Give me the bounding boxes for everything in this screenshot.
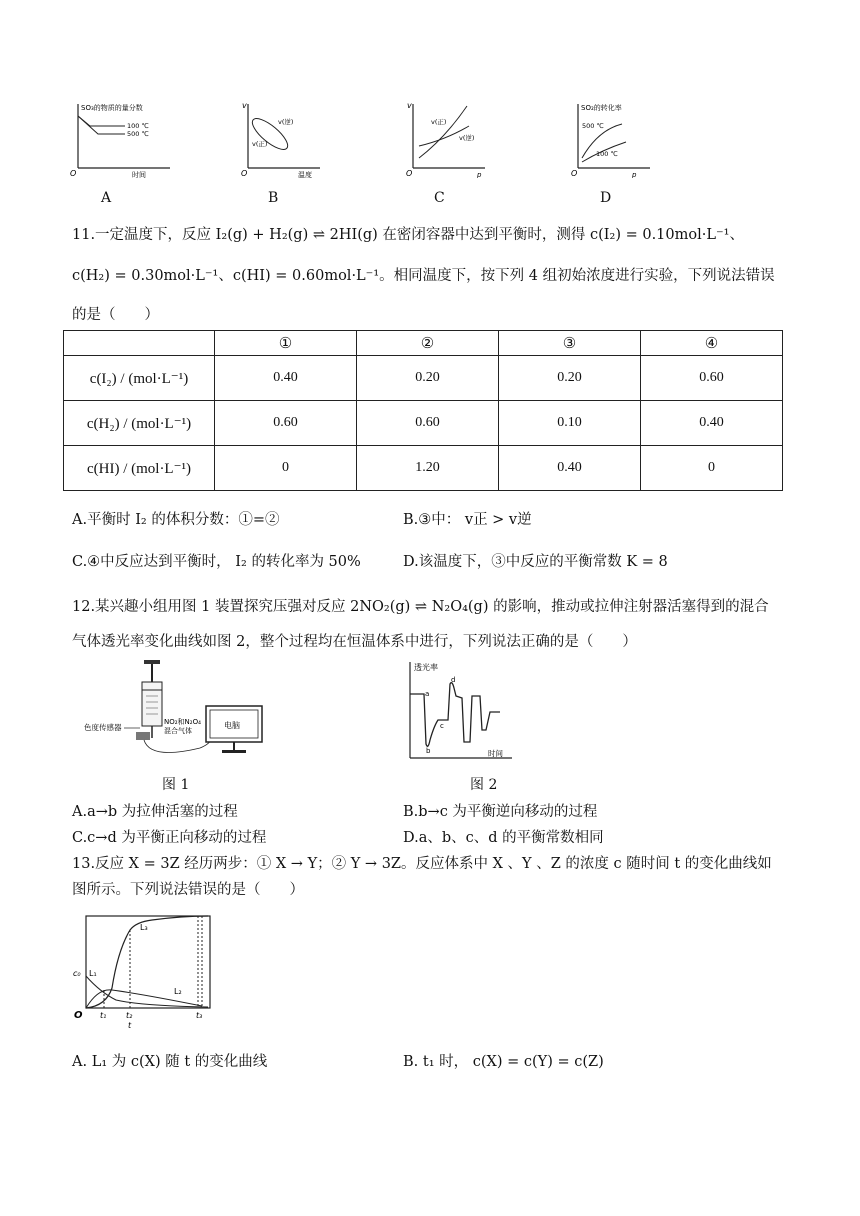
q13-option-a: A. L₁ 为 c(X) 随 t 的变化曲线	[72, 1054, 268, 1070]
graph-a-ylabel: SO₃的物质的量分数	[81, 104, 143, 112]
q11-option-c: C.④中反应达到平衡时， I₂ 的转化率为 50%	[72, 554, 361, 570]
table-cell: 0.40	[215, 356, 357, 401]
q13-graph-L1: L₁	[89, 969, 97, 978]
graph-d	[570, 100, 660, 178]
table-cell: 0	[641, 446, 783, 491]
table-row	[64, 401, 783, 446]
q11-stem-line2: c(H₂) = 0.30mol·L⁻¹、c(HI) = 0.60mol·L⁻¹。相同温度下，按下列 4 组初始浓度进行实验，下列说法错误	[72, 268, 775, 284]
table-row-label: c(I₂) / (mol·L⁻¹)	[64, 356, 215, 401]
q13-graph-origin: O	[74, 1010, 83, 1021]
graph-b-origin: O	[241, 169, 248, 178]
table-header-cell: ①	[215, 331, 357, 356]
q13-graph-t: t	[128, 1021, 132, 1030]
graph-c-curve2: v(逆)	[459, 134, 475, 142]
table-header-cell	[64, 331, 215, 356]
fig2-point-c: c	[440, 722, 444, 730]
fig1-caption: 图 1	[162, 777, 190, 793]
graph-c-ylabel: v	[407, 101, 412, 110]
q13-graph-t1: t₁	[100, 1011, 107, 1020]
graph-a-label: A	[101, 190, 112, 206]
q12-stem-line2: 气体透光率变化曲线如图 2，整个过程均在恒温体系中进行，下列说法正确的是（ ）	[72, 634, 637, 650]
graph-c-curve1: v(正)	[431, 118, 447, 126]
fig2-transmittance-graph	[400, 660, 520, 768]
q12-stem-line1: 12.某兴趣小组用图 1 装置探究压强对反应 2NO₂(g) ⇌ N₂O₄(g) 的影响，推动或拉伸注射器活塞得到的混合	[72, 599, 769, 615]
table-cell: 0	[215, 446, 357, 491]
q13-graph-t2: t₂	[126, 1011, 133, 1020]
graph-d-label: D	[600, 190, 612, 206]
graph-c	[405, 100, 490, 178]
graph-d-ylabel: SO₂的转化率	[581, 104, 622, 112]
q11-stem-line1: 11.一定温度下，反应 I₂(g) + H₂(g) ⇌ 2HI(g) 在密闭容器中达到平衡时，测得 c(I₂) = 0.10mol·L⁻¹、	[72, 227, 744, 243]
fig1-gas-label: NO₂和N₂O₄	[164, 718, 201, 726]
graph-d-xlabel: p	[632, 171, 637, 178]
q11-option-a: A.平衡时 I₂ 的体积分数：①=②	[72, 512, 280, 528]
table-header-cell: ④	[641, 331, 783, 356]
q13-graph-L3: L₃	[140, 923, 148, 932]
graph-a-curve2: 500 ℃	[127, 130, 149, 138]
fig2-point-a: a	[425, 690, 430, 698]
table-cell: 0.20	[357, 356, 499, 401]
graph-b-ylabel: v	[242, 101, 247, 110]
q11-option-d: D.该温度下，③中反应的平衡常数 K = 8	[403, 554, 668, 570]
graph-a	[70, 100, 175, 178]
graph-a-origin: O	[70, 169, 77, 178]
graph-b-xlabel: 温度	[298, 171, 312, 178]
q12-option-d: D.a、b、c、d 的平衡常数相同	[403, 830, 604, 846]
q13-graph-t3: t₃	[196, 1011, 203, 1020]
table-header-cell: ②	[357, 331, 499, 356]
q11-option-b: B.③中： v正 > v逆	[403, 512, 532, 528]
graph-b-curve1: v(逆)	[278, 118, 294, 126]
q13-option-b: B. t₁ 时， c(X) = c(Y) = c(Z)	[403, 1054, 604, 1070]
q11-concentration-table	[63, 330, 783, 491]
table-row-label: c(H₂) / (mol·L⁻¹)	[64, 401, 215, 446]
fig1-computer-label: 电脑	[224, 721, 240, 730]
q13-graph-c0: c₀	[73, 969, 81, 978]
table-header-row	[64, 331, 783, 356]
q13-graph-L2: L₂	[174, 987, 182, 996]
graph-d-curve2: 100 ℃	[596, 150, 618, 158]
graph-c-origin: O	[406, 169, 413, 178]
q11-stem-line3: 的是（ ）	[72, 307, 159, 323]
fig2-xlabel: 时间	[488, 749, 503, 758]
graph-a-curve1: 100 ℃	[127, 122, 149, 130]
table-row	[64, 446, 783, 491]
table-cell: 0.40	[641, 401, 783, 446]
fig2-point-b: b	[426, 747, 431, 755]
graph-b-label: B	[268, 190, 279, 206]
fig2-point-d: d	[451, 676, 456, 684]
table-cell: 0.60	[641, 356, 783, 401]
table-header-cell: ③	[499, 331, 641, 356]
q13-stem-line1: 13.反应 X = 3Z 经历两步：① X → Y；② Y → 3Z。反应体系中 X 、Y 、Z 的浓度 c 随时间 t 的变化曲线如	[72, 856, 772, 872]
q12-option-c: C.c→d 为平衡正向移动的过程	[72, 830, 267, 846]
q12-option-b: B.b→c 为平衡逆向移动的过程	[403, 804, 598, 820]
graph-d-origin: O	[571, 169, 578, 178]
table-cell: 0.60	[357, 401, 499, 446]
graph-b-curve2: v(正)	[252, 140, 268, 148]
graph-a-xlabel: 时间	[132, 171, 146, 178]
graph-c-xlabel: p	[477, 171, 482, 178]
table-row	[64, 356, 783, 401]
q13-concentration-graph	[72, 910, 222, 1030]
fig1-sensor-label: 色度传感器	[84, 723, 122, 732]
table-cell: 0.40	[499, 446, 641, 491]
table-cell: 0.60	[215, 401, 357, 446]
table-cell: 0.20	[499, 356, 641, 401]
fig1-apparatus	[80, 660, 285, 768]
q13-stem-line2: 图所示。下列说法错误的是（ ）	[72, 882, 304, 898]
graph-b	[240, 100, 325, 178]
graph-d-curve1: 500 ℃	[582, 122, 604, 130]
table-cell: 0.10	[499, 401, 641, 446]
fig2-ylabel: 透光率	[414, 663, 438, 672]
q12-option-a: A.a→b 为拉伸活塞的过程	[72, 804, 238, 820]
svg-text:混合气体: 混合气体	[164, 727, 192, 735]
graph-c-label: C	[434, 190, 445, 206]
table-cell: 1.20	[357, 446, 499, 491]
fig2-caption: 图 2	[470, 777, 498, 793]
table-row-label: c(HI) / (mol·L⁻¹)	[64, 446, 215, 491]
